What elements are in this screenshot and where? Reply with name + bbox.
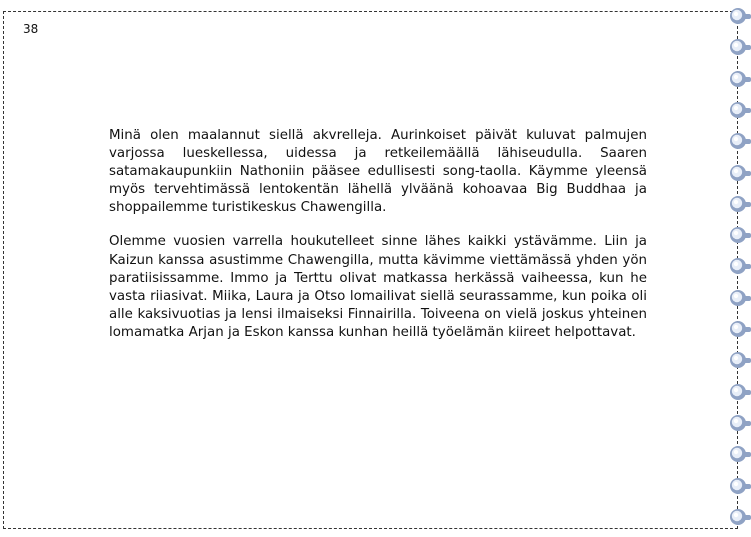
binding-ring-icon <box>729 476 751 496</box>
binding-ring-icon <box>729 37 751 57</box>
binding-ring-icon <box>729 444 751 464</box>
binding-ring-icon <box>729 319 751 339</box>
binding-ring-icon <box>729 6 751 26</box>
binding-ring-icon <box>729 382 751 402</box>
binding-ring-icon <box>729 100 751 120</box>
binding-ring-icon <box>729 507 751 527</box>
paragraph-2: Olemme vuosien varrella houkutelleet sinne lähes kaikki ystävämme. Liin ja Kaizun kanssa asustimme Chawengilla, mutta kävimme viettämässä yhden yön paratiisissamme. Immo ja Terttu olivat matkassa herkässä vaiheessa, kun he vasta riiasivat. Miika, Laura ja Otso lomailivat siellä seurassamme, kun poika oli alle kaksivuotias ja lensi ilmaiseksi Finnairilla. Toiveena on vielä joskus yhteinen lomamatka Arjan ja Eskon kanssa kunhan heillä työelämän kiireet helpottavat. <box>109 234 647 340</box>
paragraph-1: Minä olen maalannut siellä akvrelleja. Aurinkoiset päivät kuluvat palmujen varjossa lueskellessa, uidessa ja retkeilemäällä lähiseudulla. Saaren satamakaupunkiin Nathoniin pääsee edullisesti song-taolla. Käymme yleensä myös tervehtimässä lentokentän lähellä ylväänä kohoavaa Big Buddhaa ja shoppailemme turistikeskus Chawengilla. <box>109 128 647 216</box>
binding-ring-icon <box>729 288 751 308</box>
binding-ring-icon <box>729 69 751 89</box>
binding-ring-icon <box>729 163 751 183</box>
body-text <box>109 127 647 358</box>
binding-ring-icon <box>729 256 751 276</box>
binding-ring-icon <box>729 350 751 370</box>
spiral-binding <box>729 6 751 534</box>
page-number: 38 <box>23 22 39 36</box>
binding-ring-icon <box>729 194 751 214</box>
binding-ring-icon <box>729 225 751 245</box>
binding-ring-icon <box>729 131 751 151</box>
binding-ring-icon <box>729 413 751 433</box>
